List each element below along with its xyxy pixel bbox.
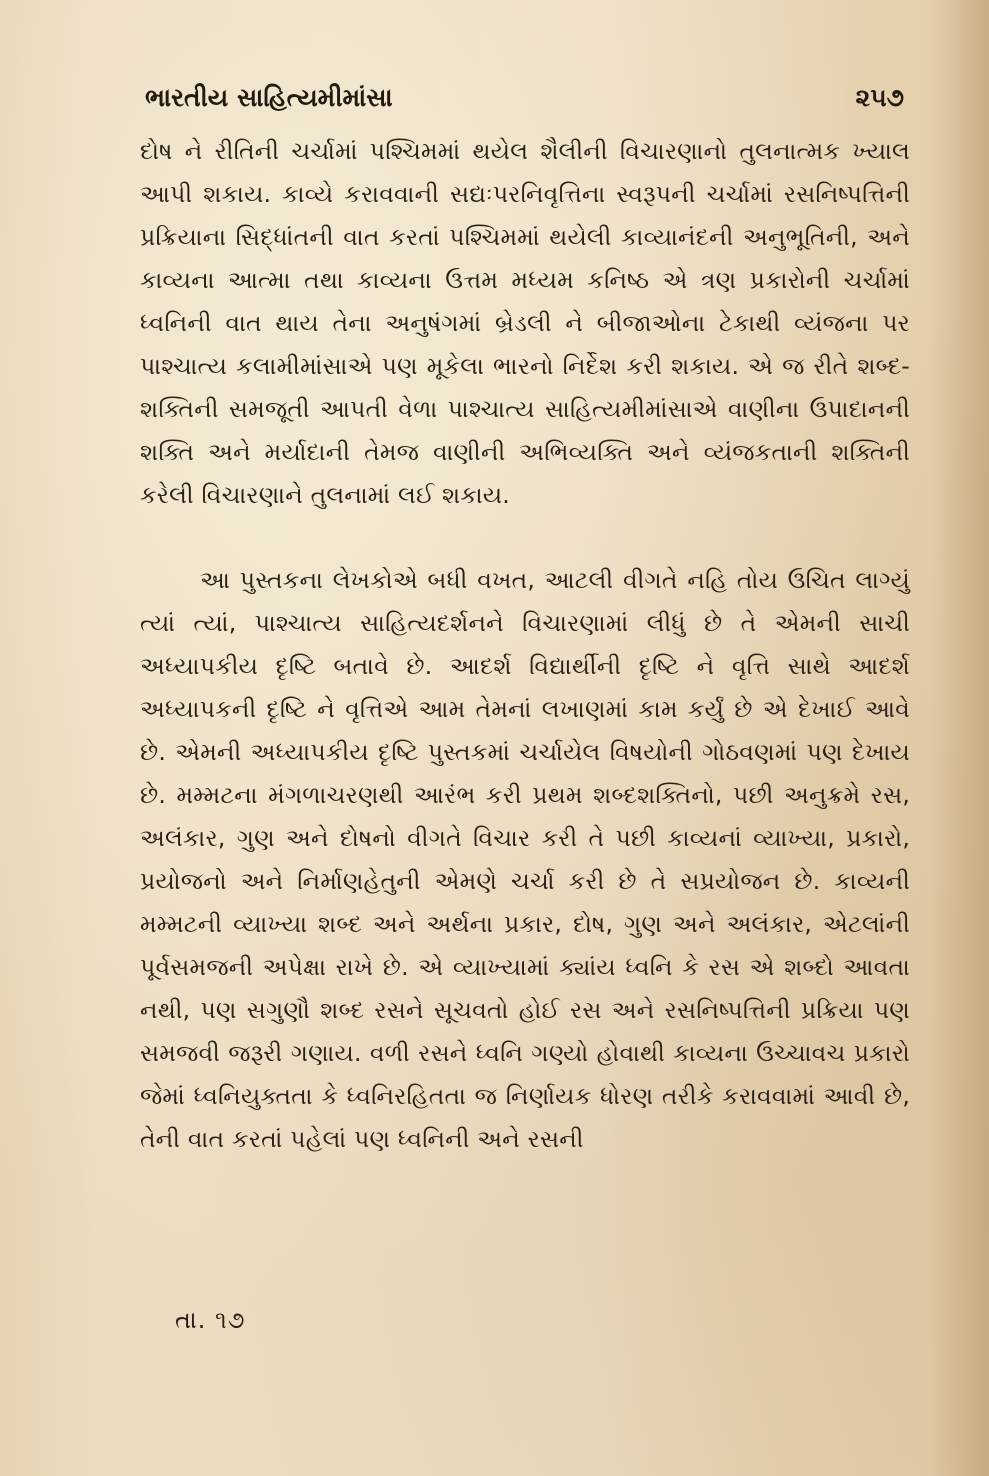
paragraph-1: દોષ ને રીતિની ચર્ચામાં પશ્ચિમમાં થયેલ શૈલીની વિચારણાનો તુલનાત્મક ખ્યાલ આપી શકાય. કાવ્યે કરાવવાની સદ્યઃપરનિવૃત્તિના સ્વરૂપની ચર્ચામાં રસનિષ્પત્તિની પ્રક્રિયાના સિદ્ધાંતની વાત કરતાં પશ્ચિમમાં થયેલી કાવ્યાનંદની અનુભૂતિની, અને કાવ્યના આત્મા તથા કાવ્યના ઉત્તમ મધ્યમ કનિષ્ઠ એ ત્રણ પ્રકારોની ચર્ચામાં ધ્વનિની વાત થાય તેના અનુષંગમાં બ્રેડલી ને બીજાઓના ટેકાથી વ્યંજના પર પાશ્ચાત્ય કલામીમાંસાએ પણ મૂકેલા ભારનો નિર્દેશ કરી શકાય. એ જ રીતે શબ્દ-શક્તિની સમજૂતી આપતી વેળા પાશ્ચાત્ય સાહિત્યમીમાંસાએ વાણીના ઉપાદાનની શક્તિ અને મર્યાદાની તેમજ વાણીની અભિવ્યક્તિ અને વ્યંજકતાની શક્તિની કરેલી વિચારણાને તુલનામાં લઈ શકાય. (140, 137, 910, 509)
page-header (145, 78, 904, 118)
page-body (140, 130, 910, 1161)
signature-mark: તા. ૧૭ (175, 1306, 246, 1334)
page-number: ૨૫૭ (855, 83, 904, 112)
paragraph-2: આ પુસ્તકના લેખકોએ બધી વખત, આટલી વીગતે નહિ તોય ઉચિત લાગ્યું ત્યાં ત્યાં, પાશ્ચાત્ય સાહિત્યદર્શનને વિચારણામાં લીધું છે તે એમની સાચી અધ્યાપકીય દૃષ્ટિ બતાવે છે. આદર્શ વિદ્યાર્થીની દૃષ્ટિ ને વૃત્તિ સાથે આદર્શ અધ્યાપકની દૃષ્ટિ ને વૃત્તિએ આમ તેમનાં લખાણમાં કામ કર્યું છે એ દેખાઈ આવે છે. એમની અધ્યાપકીય દૃષ્ટિ પુસ્તકમાં ચર્ચાયેલ વિષયોની ગોઠવણમાં પણ દેખાય છે. મમ્મટના મંગળાચરણથી આરંભ કરી પ્રથમ શબ્દશક્તિનો, પછી અનુક્રમે રસ, અલંકાર, ગુણ અને દોષનો વીગતે વિચાર કરી તે પછી કાવ્યનાં વ્યાખ્યા, પ્રકારો, પ્રયોજનો અને નિર્માણહેતુની એમણે ચર્ચા કરી છે તે સપ્રયોજન છે. કાવ્યની મમ્મટની વ્યાખ્યા શબ્દ અને અર્થના પ્રકાર, દોષ, ગુણ અને અલંકાર, એટલાંની પૂર્વસમજની અપેક્ષા રાખે છે. એ વ્યાખ્યામાં ક્યાંય ધ્વનિ કે રસ એ શબ્દો આવતા નથી, પણ સગુણૌ શબ્દ રસને સૂચવતો હોઈ રસ અને રસનિષ્પત્તિની પ્રક્રિયા પણ સમજવી જરૂરી ગણાય. વળી રસને ધ્વનિ ગણ્યો હોવાથી કાવ્યના ઉચ્ચાવચ પ્રકારો જેમાં ધ્વનિયુક્તતા કે ધ્વનિરહિતતા જ નિર્ણાયક ધોરણ તરીકે કરાવવામાં આવી છે, તેની વાત કરતાં પહેલાં પણ ધ્વનિની અને રસની (140, 566, 910, 1153)
running-title: ભારતીય સાહિત્યમીમાંસા (145, 83, 393, 112)
